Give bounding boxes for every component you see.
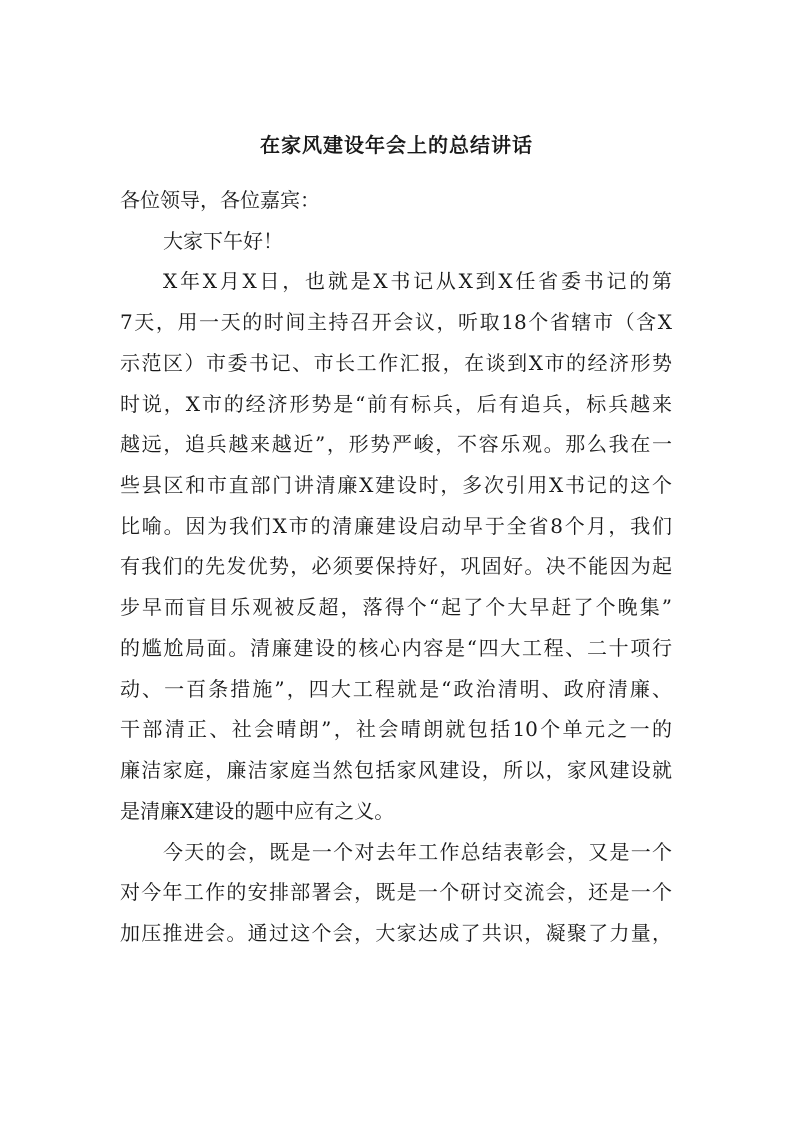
greeting-line: 大家下午好！ bbox=[163, 228, 283, 253]
text-line: 些县区和市直部门讲清廉X建设时，多次引用X书记的这个 bbox=[120, 473, 672, 498]
text-line: X年X月X日，也就是X书记从X到X任省委书记的第 bbox=[163, 269, 672, 294]
text-line: 7天，用一天的时间主持召开会议，听取18个省辖市（含X bbox=[120, 310, 672, 335]
document-title: 在家风建设年会上的总结讲话 bbox=[260, 133, 533, 157]
text-line: 今天的会，既是一个对去年工作总结表彰会，又是一个 bbox=[163, 839, 672, 864]
salutation-line: 各位领导，各位嘉宾： bbox=[120, 188, 320, 212]
text-line: 的尴尬局面。清廉建设的核心内容是“四大工程、二十项行 bbox=[120, 635, 672, 660]
paragraph-1 bbox=[120, 261, 672, 831]
text-line: 动、一百条措施”，四大工程就是“政治清明、政府清廉、 bbox=[120, 676, 672, 701]
text-line: 干部清正、社会晴朗”，社会晴朗就包括10个单元之一的 bbox=[120, 717, 672, 742]
text-line: 廉洁家庭，廉洁家庭当然包括家风建设，所以，家风建设就 bbox=[120, 758, 672, 783]
text-line: 示范区）市委书记、市长工作汇报，在谈到X市的经济形势 bbox=[120, 350, 672, 375]
text-line: 越远，追兵越来越近”，形势严峻，不容乐观。那么我在一 bbox=[120, 432, 672, 457]
paragraph-2 bbox=[120, 832, 672, 954]
text-line: 步早而盲目乐观被反超，落得个“起了个大早赶了个晚集” bbox=[120, 595, 672, 620]
text-line: 时说，X市的经济形势是“前有标兵，后有追兵，标兵越来 bbox=[120, 391, 672, 416]
text-line: 有我们的先发优势，必须要保持好，巩固好。决不能因为起 bbox=[120, 554, 672, 579]
document-body bbox=[120, 180, 672, 954]
text-line: 加压推进会。通过这个会，大家达成了共识，凝聚了力量， bbox=[120, 920, 672, 945]
text-line: 比喻。因为我们X市的清廉建设启动早于全省8个月，我们 bbox=[120, 513, 672, 538]
text-line: 是清廉X建设的题中应有之义。 bbox=[120, 798, 395, 823]
text-line: 对今年工作的安排部署会，既是一个研讨交流会，还是一个 bbox=[120, 880, 672, 905]
